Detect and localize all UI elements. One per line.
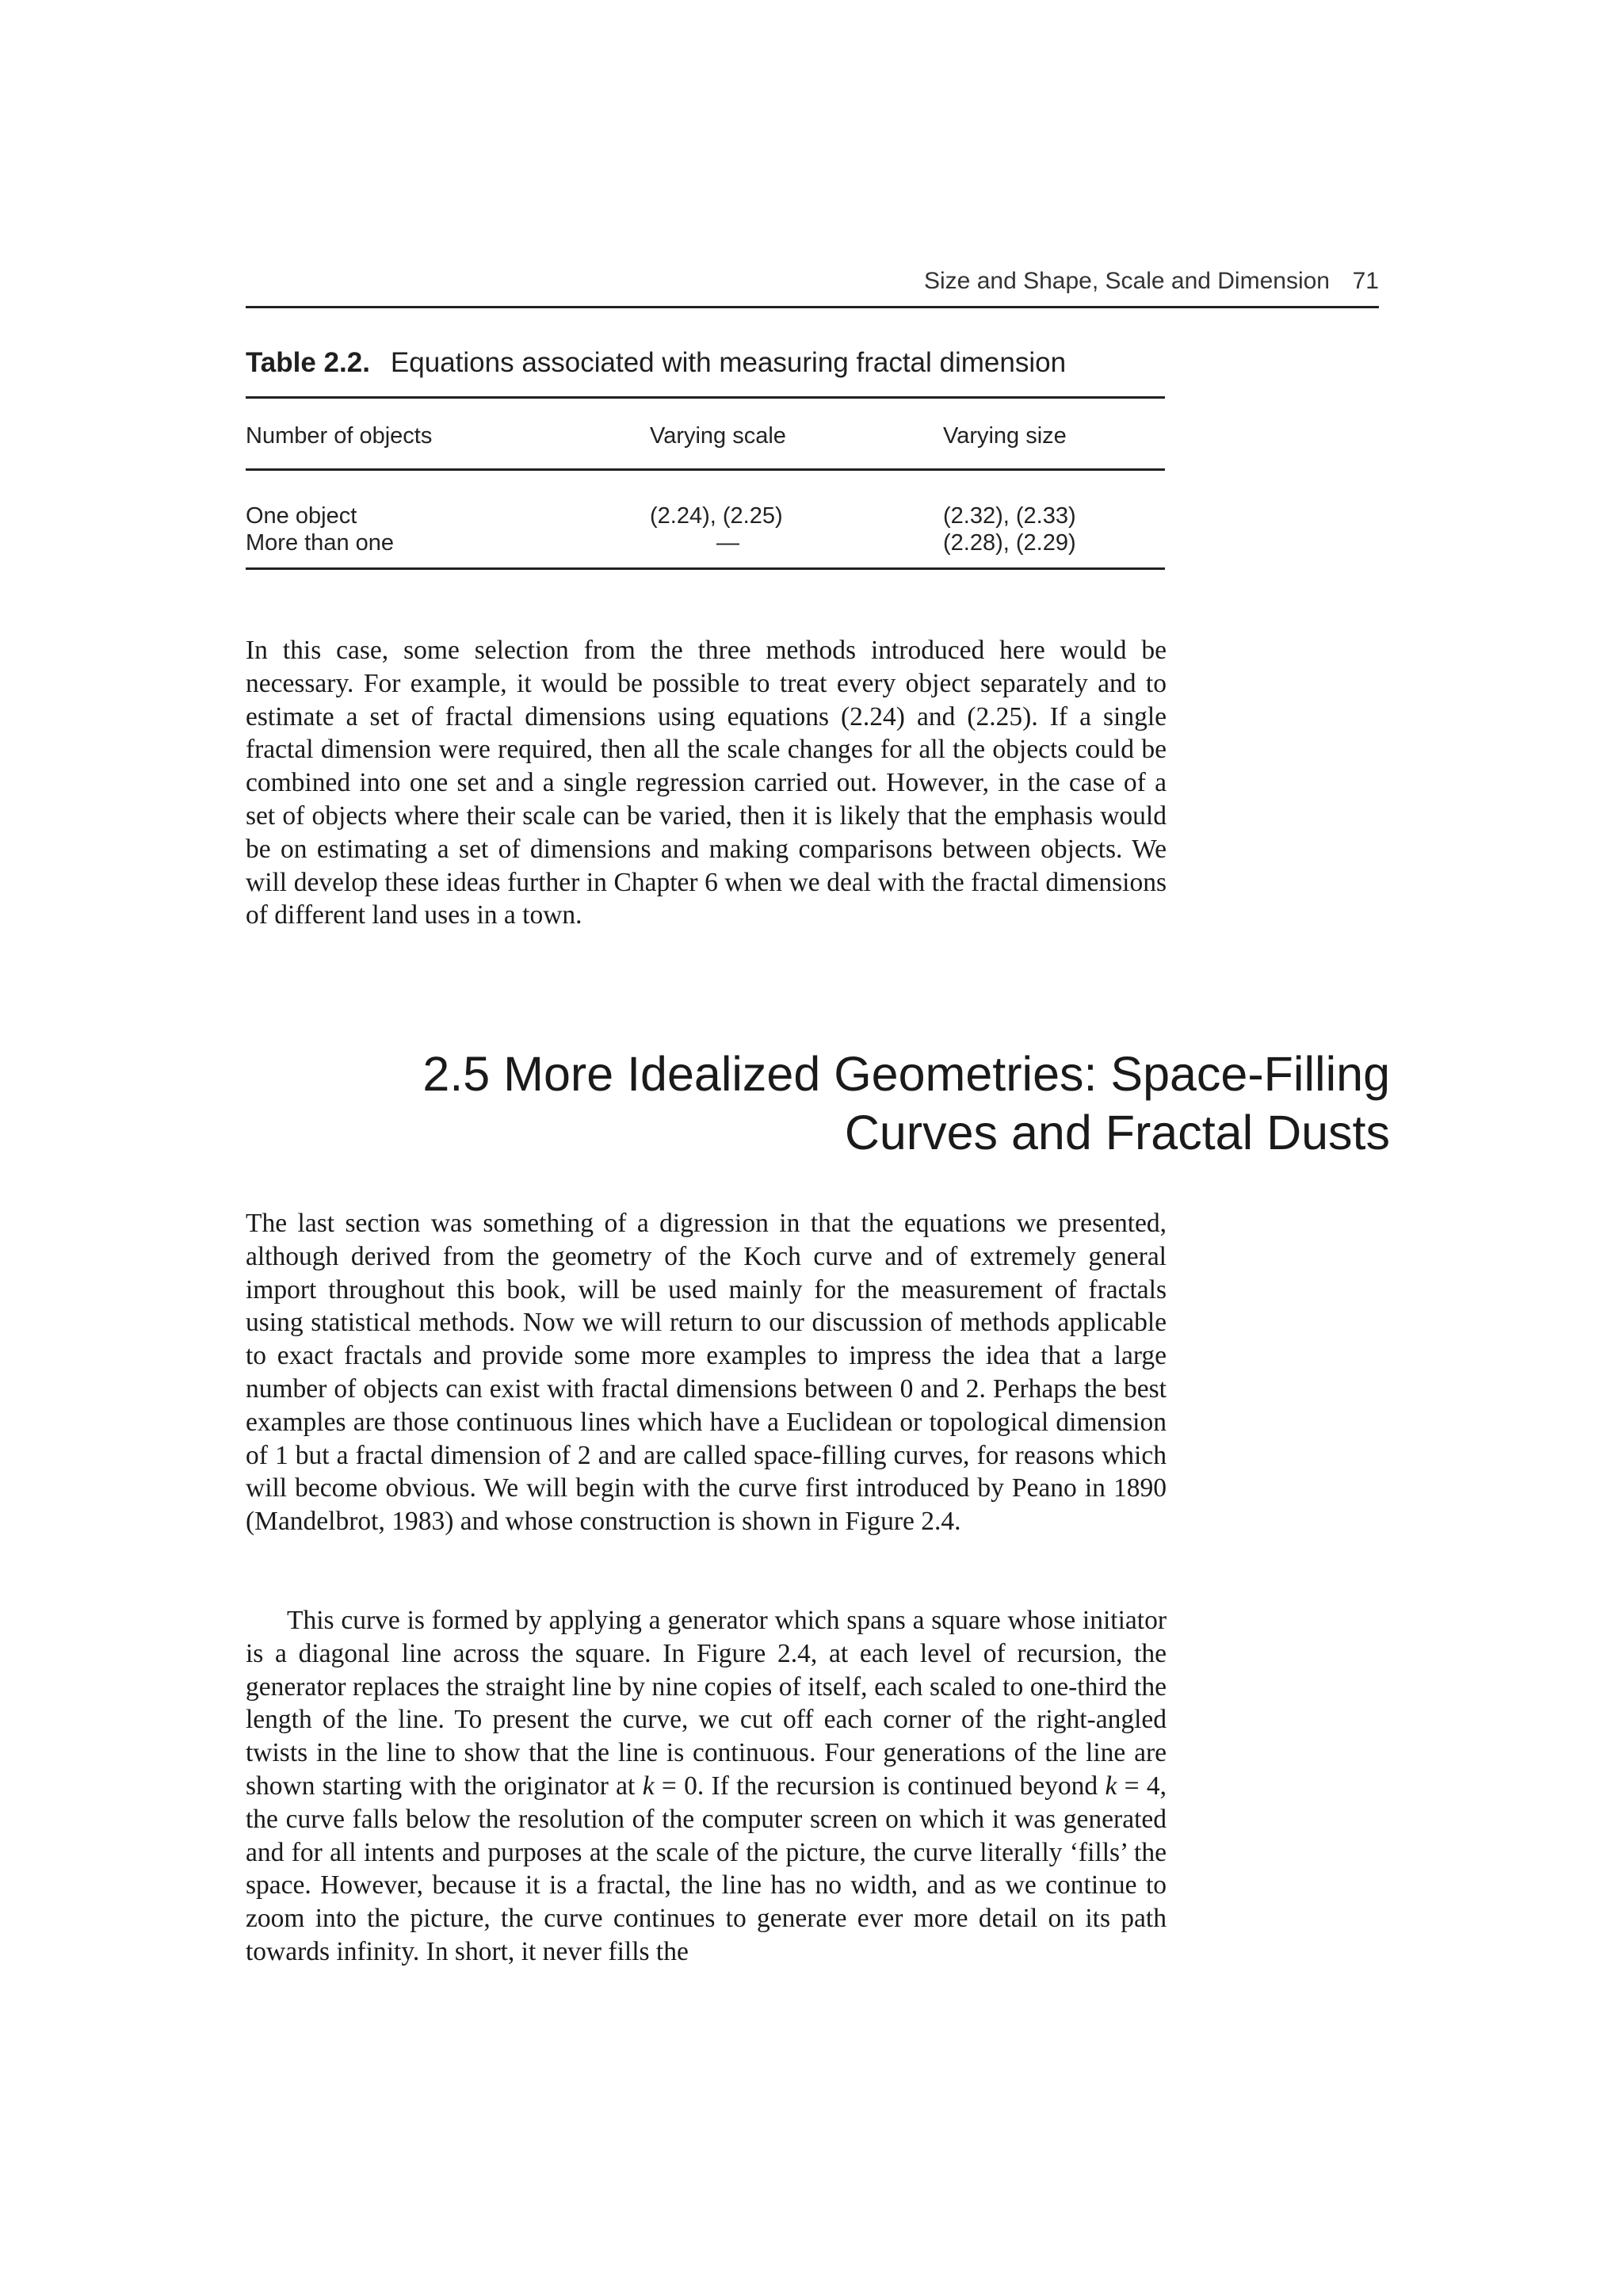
paragraph-text: This curve is formed by applying a generator which spans a square whose initiator is a diagonal line across the square. In Figure 2.4, at each level of recursion, the generator replaces the straight line by nine copies of itself, each scaled to one-third the length of the line. To present the curve, we cut off each corner of the right-angled twists in the line to show that the line is continuous. Four generations of the line are shown starting with the originator at [246, 1606, 1167, 1801]
page-number: 71 [1352, 268, 1379, 294]
table-row [246, 529, 1165, 569]
paragraph-text: = 4, the curve falls below the resolution of the computer screen on which it was generated and for all intents and purposes at the scale of the picture, the curve literally ‘fills’ the space. However, because it is a fractal, the line has no width, and as we continue to zoom into the picture, the curve continues to generate ever more detail on its path towards infinity. In short, it never fills the [246, 1771, 1167, 1966]
table-cell: (2.32), (2.33) [943, 503, 1076, 529]
equations-table [246, 396, 1165, 570]
section-heading-line: Curves and Fractal Dusts [844, 1106, 1390, 1159]
section-heading-line: 2.5 More Idealized Geometries: Space-Filling [422, 1047, 1390, 1101]
table-header-varying-scale: Varying scale [650, 423, 786, 449]
body-paragraph: In this case, some selection from the three methods introduced here would be necessary. For example, it would be possible to treat every object separately and to estimate a set of fractal dimensions using equations (2.24) and (2.25). If a single fractal dimension were required, then all the scale changes for all the objects could be combined into one set and a single regression carried out. However, in the case of a set of objects where their scale can be varied, then it is likely that the emphasis would be on estimating a set of dimensions and making comparisons between objects. We will develop these ideas further in Chapter 6 when we deal with the fractal dimensions of different land uses in a town. [246, 636, 1167, 930]
table-cell: One object [246, 503, 357, 529]
table-cell: (2.28), (2.29) [943, 530, 1076, 556]
body-paragraph: The last section was something of a digression in that the equations we presented, although derived from the geometry of the Koch curve and of extremely general import throughout this book, will be used mainly for the measurement of fractals using statistical methods. Now we will return to our discussion of methods applicable to exact fractals and provide some more examples to impress the idea that a large number of objects can exist with fractal dimensions between 0 and 2. Perhaps the best examples are those continuous lines which have a Euclidean or topological dimension of 1 but a fractal dimension of 2 and are called space-filling curves, for reasons which will become obvious. We will begin with the curve first introduced by Peano in 1890 (Mandelbrot, 1983) and whose construction is shown in Figure 2.4. [246, 1209, 1167, 1537]
paragraph-text: = 0. If the recursion is continued beyond [654, 1771, 1106, 1801]
table-header-varying-size: Varying size [943, 423, 1067, 449]
table-row [246, 470, 1165, 530]
table-label: Table 2.2. [246, 347, 370, 378]
table-header-number-of-objects: Number of objects [246, 423, 433, 449]
table-header-row [246, 398, 1165, 470]
running-head-title: Size and Shape, Scale and Dimension [924, 268, 1330, 294]
math-variable: k [1105, 1771, 1117, 1801]
running-head [246, 268, 1379, 308]
table-caption [246, 347, 1066, 379]
table-cell: More than one [246, 530, 395, 556]
table-cell: — [716, 530, 739, 556]
section-heading [281, 1045, 1390, 1162]
table-caption-text: Equations associated with measuring fractal dimension [390, 347, 1067, 378]
math-variable: k [642, 1771, 655, 1801]
table-cell: (2.24), (2.25) [650, 503, 783, 529]
body-paragraph [246, 1604, 1167, 1969]
